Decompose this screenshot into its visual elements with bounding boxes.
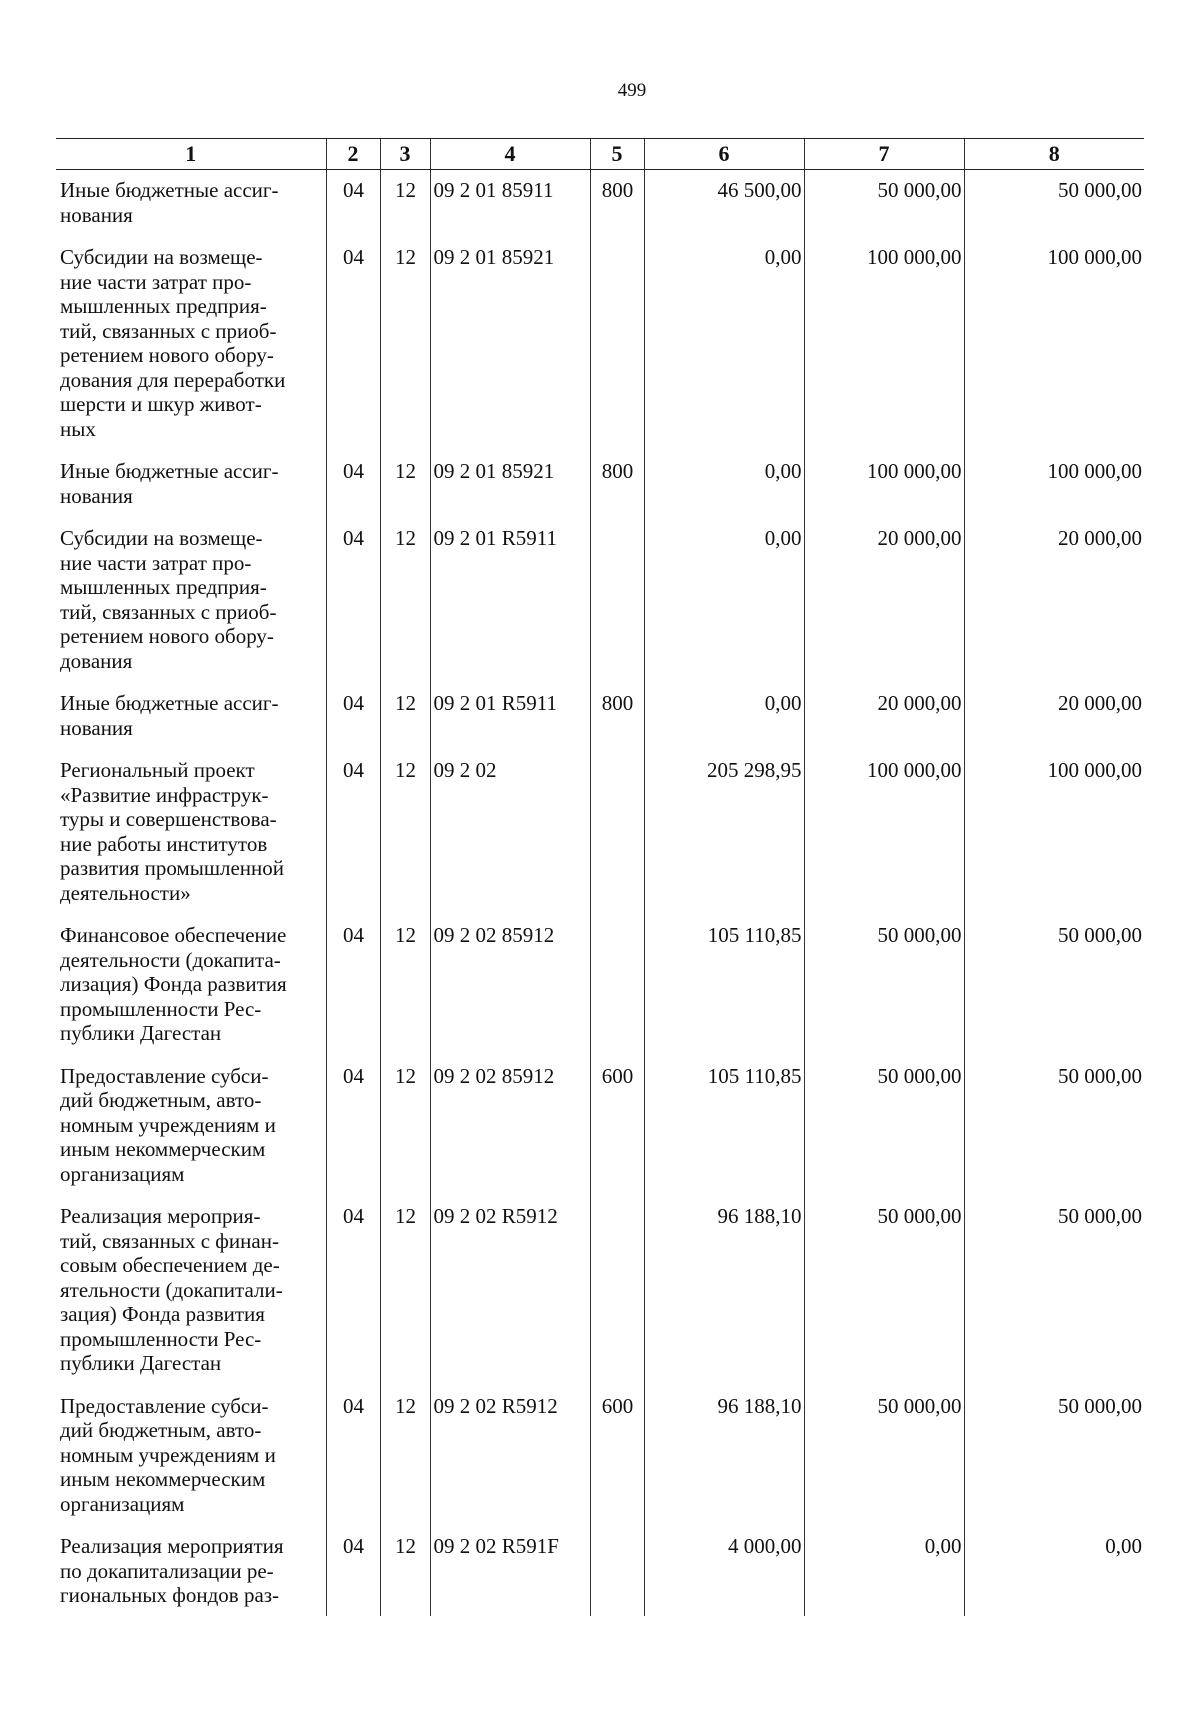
row-subsection: 12	[380, 1534, 430, 1616]
row-name: Реализация мероприя- тий, связанных с финан- совым обеспечением де- ятельности (докапитали- зация) Фонда развития промышленности Рес- публики Дагестан	[60, 1204, 283, 1375]
row-expense-type	[590, 1204, 644, 1394]
row-subsection: 12	[380, 245, 430, 459]
row-amount-6: 105 110,85	[644, 923, 804, 1064]
budget-table	[56, 138, 1144, 1616]
row-expense-type	[590, 923, 644, 1064]
table-row	[56, 526, 1144, 691]
row-amount-8: 100 000,00	[964, 459, 1144, 526]
row-amount-6: 0,00	[644, 526, 804, 691]
row-name: Предоставление субси- дий бюджетным, авто- номным учреждениям и иным некоммерческим организациям	[60, 1393, 276, 1516]
row-target-code: 09 2 01 R5911	[430, 691, 590, 758]
page-number: 499	[617, 80, 647, 101]
row-subsection: 12	[380, 459, 430, 526]
row-subsection: 12	[380, 1064, 430, 1205]
row-target-code: 09 2 01 85921	[430, 245, 590, 459]
row-expense-type: 800	[590, 459, 644, 526]
table-row	[56, 758, 1144, 923]
row-amount-6: 4 000,00	[644, 1534, 804, 1616]
table-row	[56, 1394, 1144, 1535]
row-target-code: 09 2 02 R5912	[430, 1394, 590, 1535]
row-subsection: 12	[380, 758, 430, 923]
row-section: 04	[326, 691, 380, 758]
row-amount-6: 205 298,95	[644, 758, 804, 923]
row-amount-6: 96 188,10	[644, 1204, 804, 1394]
table-row	[56, 923, 1144, 1064]
table-row	[56, 1204, 1144, 1394]
row-expense-type	[590, 758, 644, 923]
row-amount-8: 50 000,00	[964, 1064, 1144, 1205]
table-row	[56, 691, 1144, 758]
row-subsection: 12	[380, 691, 430, 758]
table-row	[56, 1064, 1144, 1205]
row-subsection: 12	[380, 170, 430, 246]
row-amount-7: 50 000,00	[804, 170, 964, 246]
row-expense-type	[590, 245, 644, 459]
row-amount-8: 20 000,00	[964, 691, 1144, 758]
column-header-6: 6	[644, 139, 804, 170]
row-amount-7: 100 000,00	[804, 459, 964, 526]
row-target-code: 09 2 01 R5911	[430, 526, 590, 691]
row-section: 04	[326, 758, 380, 923]
row-target-code: 09 2 02 85912	[430, 923, 590, 1064]
row-amount-6: 46 500,00	[644, 170, 804, 246]
table-row	[56, 459, 1144, 526]
column-header-5: 5	[590, 139, 644, 170]
row-name: Реализация мероприятия по докапитализации ре- гиональных фондов раз-	[60, 1534, 284, 1607]
row-amount-6: 105 110,85	[644, 1064, 804, 1205]
row-amount-8: 50 000,00	[964, 170, 1144, 246]
row-amount-8: 50 000,00	[964, 1204, 1144, 1394]
row-subsection: 12	[380, 526, 430, 691]
row-name: Иные бюджетные ассиг- нования	[60, 691, 279, 740]
row-section: 04	[326, 1534, 380, 1616]
row-expense-type	[590, 1534, 644, 1616]
row-amount-6: 0,00	[644, 459, 804, 526]
row-amount-8: 50 000,00	[964, 923, 1144, 1064]
row-section: 04	[326, 1204, 380, 1394]
table-row	[56, 170, 1144, 246]
row-section: 04	[326, 923, 380, 1064]
row-expense-type	[590, 526, 644, 691]
row-expense-type: 600	[590, 1394, 644, 1535]
row-amount-8: 100 000,00	[964, 758, 1144, 923]
column-header-7: 7	[804, 139, 964, 170]
row-amount-7: 50 000,00	[804, 1204, 964, 1394]
row-amount-7: 0,00	[804, 1534, 964, 1616]
row-name: Субсидии на возмеще- ние части затрат про- мышленных предприя- тий, связанных с приоб- ретением нового обору- дования для переработки шерсти и шкур живот- ных	[60, 245, 286, 441]
row-amount-7: 100 000,00	[804, 245, 964, 459]
row-name: Иные бюджетные ассиг- нования	[60, 459, 279, 508]
row-section: 04	[326, 1394, 380, 1535]
row-name: Предоставление субси- дий бюджетным, авто- номным учреждениям и иным некоммерческим организациям	[60, 1063, 276, 1186]
row-target-code: 09 2 02 R591F	[430, 1534, 590, 1616]
column-header-8: 8	[964, 139, 1144, 170]
row-target-code: 09 2 01 85911	[430, 170, 590, 246]
row-amount-8: 50 000,00	[964, 1394, 1144, 1535]
column-header-1: 1	[56, 139, 326, 170]
row-expense-type: 800	[590, 691, 644, 758]
row-amount-7: 50 000,00	[804, 1064, 964, 1205]
table-row	[56, 245, 1144, 459]
row-amount-7: 20 000,00	[804, 691, 964, 758]
row-section: 04	[326, 1064, 380, 1205]
row-amount-6: 0,00	[644, 691, 804, 758]
row-subsection: 12	[380, 1204, 430, 1394]
row-amount-7: 100 000,00	[804, 758, 964, 923]
row-amount-7: 20 000,00	[804, 526, 964, 691]
row-amount-6: 96 188,10	[644, 1394, 804, 1535]
row-amount-7: 50 000,00	[804, 1394, 964, 1535]
header-row	[56, 139, 1144, 170]
row-target-code: 09 2 02	[430, 758, 590, 923]
row-name: Региональный проект «Развитие инфраструк- туры и совершенствова- ние работы институтов развития промышленной деятельности»	[60, 758, 285, 905]
row-section: 04	[326, 459, 380, 526]
row-expense-type: 800	[590, 170, 644, 246]
row-expense-type: 600	[590, 1064, 644, 1205]
row-amount-6: 0,00	[644, 245, 804, 459]
row-section: 04	[326, 526, 380, 691]
table-row	[56, 1534, 1144, 1616]
row-name: Иные бюджетные ассиг- нования	[60, 178, 279, 227]
row-amount-8: 20 000,00	[964, 526, 1144, 691]
column-header-3: 3	[380, 139, 430, 170]
row-subsection: 12	[380, 923, 430, 1064]
row-section: 04	[326, 245, 380, 459]
row-target-code: 09 2 02 85912	[430, 1064, 590, 1205]
column-header-4: 4	[430, 139, 590, 170]
row-amount-8: 0,00	[964, 1534, 1144, 1616]
column-header-2: 2	[326, 139, 380, 170]
row-section: 04	[326, 170, 380, 246]
row-name: Субсидии на возмеще- ние части затрат про- мышленных предприя- тий, связанных с приоб- ретением нового обору- дования	[60, 526, 277, 673]
row-target-code: 09 2 01 85921	[430, 459, 590, 526]
row-amount-8: 100 000,00	[964, 245, 1144, 459]
row-name: Финансовое обеспечение деятельности (докапита- лизация) Фонда развития промышленности Рес- публики Дагестан	[60, 923, 287, 1045]
row-subsection: 12	[380, 1394, 430, 1535]
row-amount-7: 50 000,00	[804, 923, 964, 1064]
row-target-code: 09 2 02 R5912	[430, 1204, 590, 1394]
